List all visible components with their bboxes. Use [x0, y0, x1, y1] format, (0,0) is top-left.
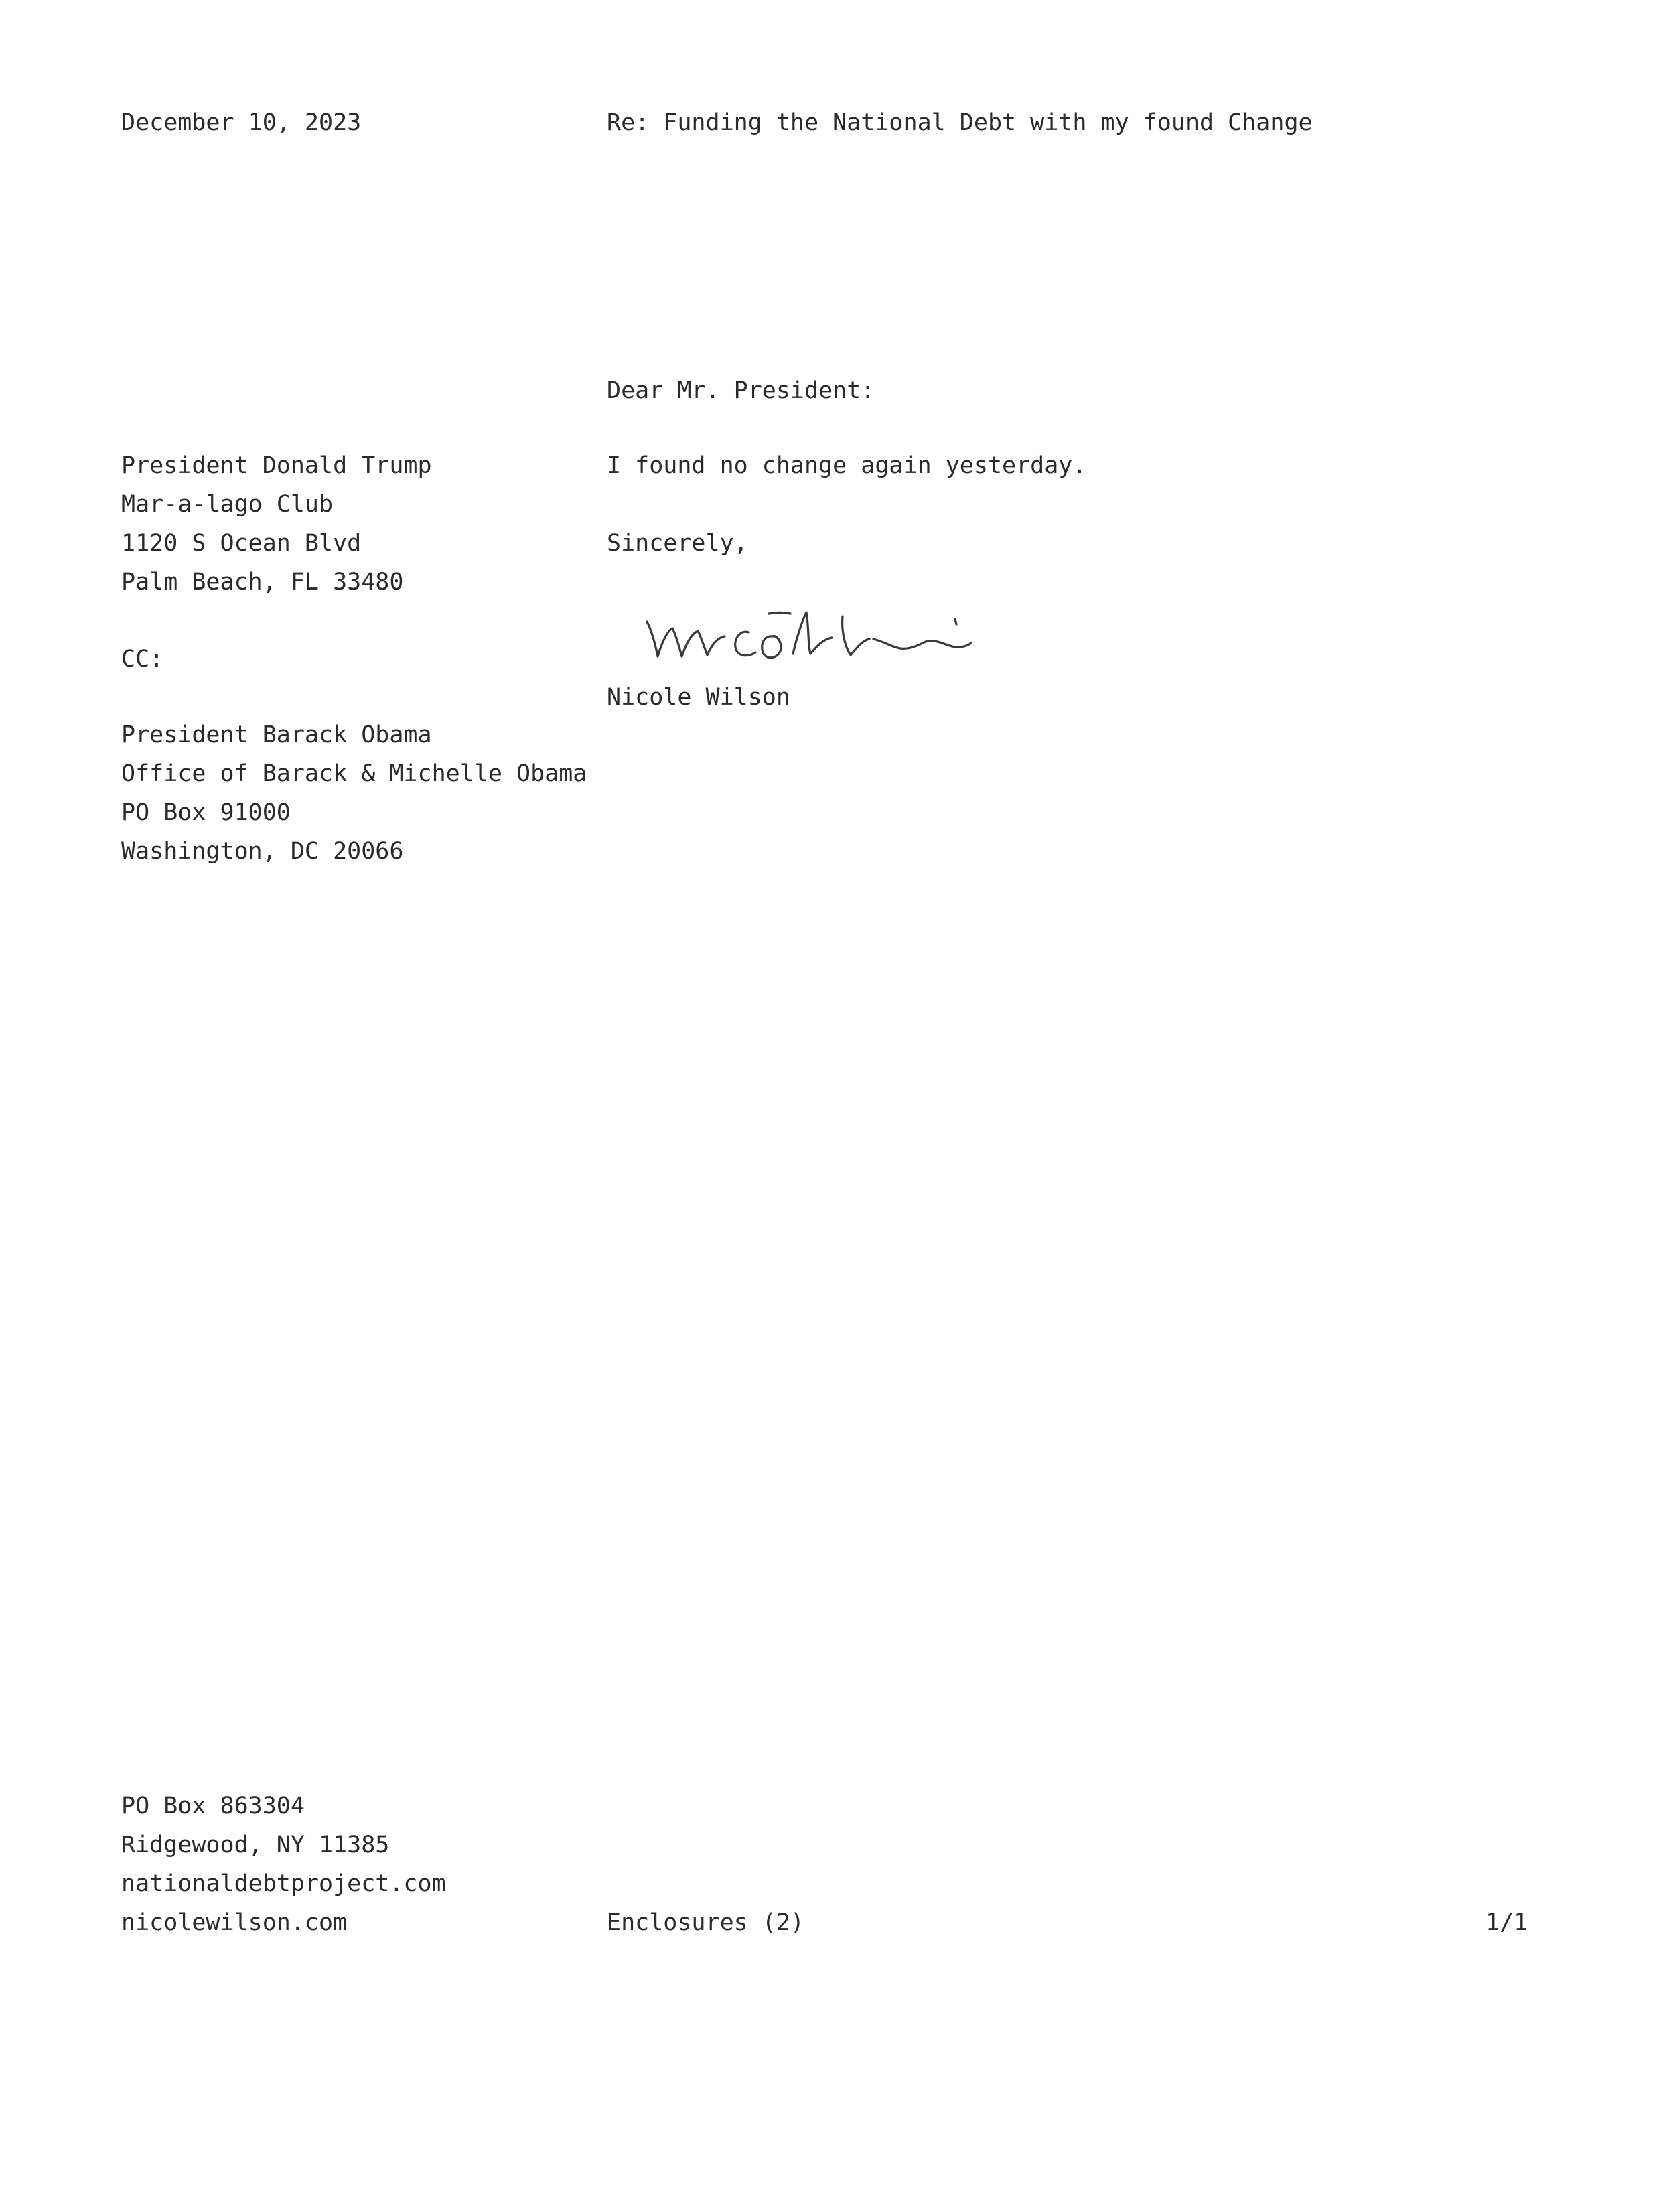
sender-line: Ridgewood, NY 11385	[121, 1831, 390, 1858]
recipient-line: Mar-a-lago Club	[121, 491, 334, 518]
recipient-line: 1120 S Ocean Blvd	[121, 530, 362, 557]
cc-address	[121, 715, 587, 871]
cc-line: PO Box 91000	[121, 799, 291, 826]
cc-line: Washington, DC 20066	[121, 838, 404, 865]
letter-subject: Re: Funding the National Debt with my found Change	[607, 109, 1313, 136]
recipient-line: President Donald Trump	[121, 452, 432, 479]
closing: Sincerely,	[607, 530, 748, 557]
salutation: Dear Mr. President:	[607, 377, 875, 404]
cc-line: President Barack Obama	[121, 721, 432, 748]
sender-line: PO Box 863304	[121, 1793, 305, 1819]
sender-address	[121, 1787, 446, 1942]
signer-name: Nicole Wilson	[607, 684, 790, 711]
sender-website-link[interactable]: nicolewilson.com	[121, 1909, 348, 1936]
enclosures-note: Enclosures (2)	[607, 1909, 805, 1936]
cc-label: CC:	[121, 646, 164, 673]
letter-date: December 10, 2023	[121, 109, 362, 136]
recipient-line: Palm Beach, FL 33480	[121, 569, 404, 596]
letter-body: I found no change again yesterday.	[607, 452, 1087, 479]
sender-website-link[interactable]: nationaldebtproject.com	[121, 1870, 446, 1897]
cc-line: Office of Barack & Michelle Obama	[121, 760, 587, 787]
handwritten-signature	[642, 590, 977, 677]
page-number: 1/1	[1486, 1909, 1528, 1936]
recipient-address	[121, 446, 432, 602]
